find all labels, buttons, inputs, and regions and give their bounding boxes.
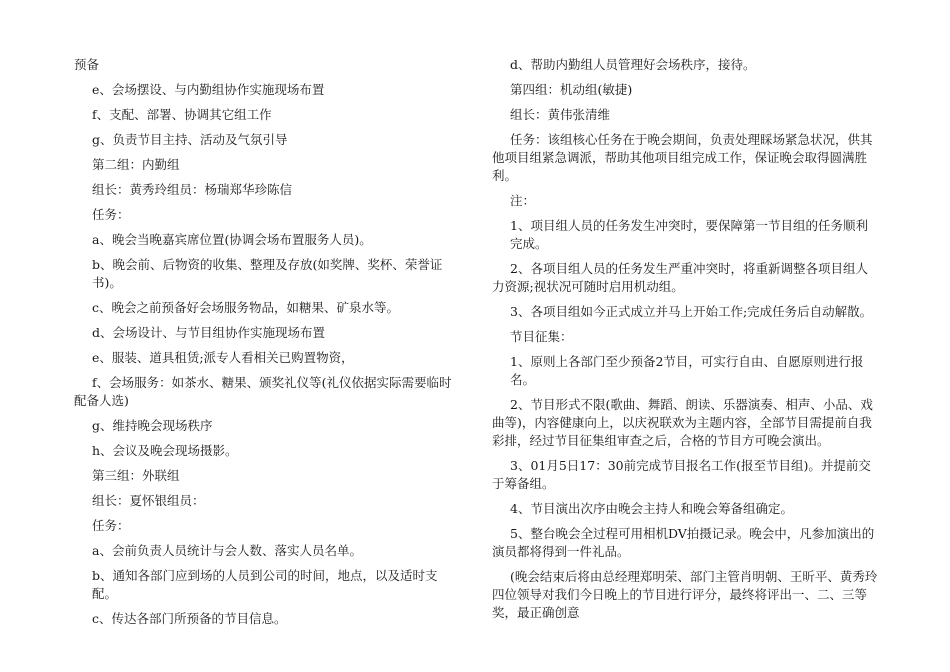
paragraph: 2、各项目组人员的任务发生严重冲突时，将重新调整各项目组人力资源;视状况可随时启用机动组。 — [492, 261, 868, 294]
paragraph: 组长：黄秀玲组员：杨瑞郑华珍陈信 — [92, 182, 293, 197]
paragraph: 注： — [510, 193, 536, 208]
paragraph: 任务： — [92, 518, 130, 533]
paragraph: b、通知各部门应到场的人员到公司的时间，地点，以及适时支配。 — [92, 568, 438, 601]
paragraph: d、帮助内勤组人员管理好会场秩序，接待。 — [510, 57, 756, 72]
paragraph: 3、01月5日17：30前完成节目报名工作(报至节目组)。并提前交于筹备组。 — [492, 458, 871, 491]
paragraph: e、会场摆设、与内勤组协作实施现场布置 — [92, 82, 325, 97]
paragraph: 第四组：机动组(敏捷) — [510, 82, 633, 97]
paragraph: f、支配、部署、协调其它组工作 — [92, 107, 272, 122]
paragraph: g、负责节目主持、活动及气氛引导 — [92, 132, 288, 147]
paragraph: 2、节目形式不限(歌曲、舞蹈、朗读、乐器演奏、相声、小品、戏曲等)，内容健康向上，以庆祝联欢为主题内容，全部节目需提前自我彩排，经过节目征集组审查之后，合格的节目方可晚会演出。 — [492, 397, 873, 448]
paragraph: 节目征集： — [510, 329, 573, 344]
paragraph: 4、节目演出次序由晚会主持人和晚会筹备组确定。 — [510, 501, 793, 516]
paragraph: 第二组：内勤组 — [92, 157, 180, 172]
paragraph: 1、原则上各部门至少预备2节目，可实行自由、自愿原则进行报名。 — [510, 354, 864, 387]
paragraph: h、会议及晚会现场摄影。 — [92, 443, 238, 458]
paragraph: c、晚会之前预备好会场服务物品，如糖果、矿泉水等。 — [92, 300, 400, 315]
paragraph: 1、项目组人员的任务发生冲突时，要保障第一节目组的任务顺利完成。 — [510, 218, 868, 251]
paragraph: (晚会结束后将由总经理郑明荣、部门主管肖明朝、王昕平、黄秀玲四位领导对我们今日晚上的节目进行评分，最终将评出一、二、三等奖，最正确创意 — [492, 569, 878, 620]
left-column — [74, 56, 462, 635]
paragraph: 组长：黄伟张清维 — [510, 107, 611, 122]
paragraph: 任务： — [92, 207, 130, 222]
paragraph: b、晚会前、后物资的收集、整理及存放(如奖牌、奖杯、荣誉证书)。 — [92, 257, 443, 290]
paragraph: a、会前负责人员统计与会人数、落实人员名单。 — [92, 543, 362, 558]
paragraph: 任务：该组核心任务在于晚会期间，负责处理睬场紧急状况，供其他项目组紧急调派，帮助其他项目组完成工作，保证晚会取得圆满胜利。 — [492, 132, 873, 183]
paragraph: e、服装、道具租赁;派专人看相关已购置物资， — [92, 350, 354, 365]
right-column — [492, 56, 880, 629]
paragraph: 3、各项目组如今正式成立并马上开始工作;完成任务后自动解散。 — [510, 304, 873, 319]
paragraph: 组长：夏怀银组员： — [92, 493, 205, 508]
paragraph: 预备 — [74, 57, 100, 72]
paragraph: 第三组：外联组 — [92, 468, 180, 483]
paragraph: g、维持晚会现场秩序 — [92, 418, 213, 433]
paragraph: c、传达各部门所预备的节目信息。 — [92, 611, 287, 626]
paragraph: 5、整台晚会全过程可用相机DV拍摄记录。晚会中，凡参加演出的演员都将得到一件礼品。 — [492, 526, 875, 559]
paragraph: f、会场服务：如茶水、糖果、颁奖礼仪等(礼仪依据实际需要临时配备人选) — [74, 375, 452, 408]
paragraph: d、会场设计、与节目组协作实施现场布置 — [92, 325, 326, 340]
paragraph: a、晚会当晚嘉宾席位置(协调会场布置服务人员)。 — [92, 232, 372, 247]
